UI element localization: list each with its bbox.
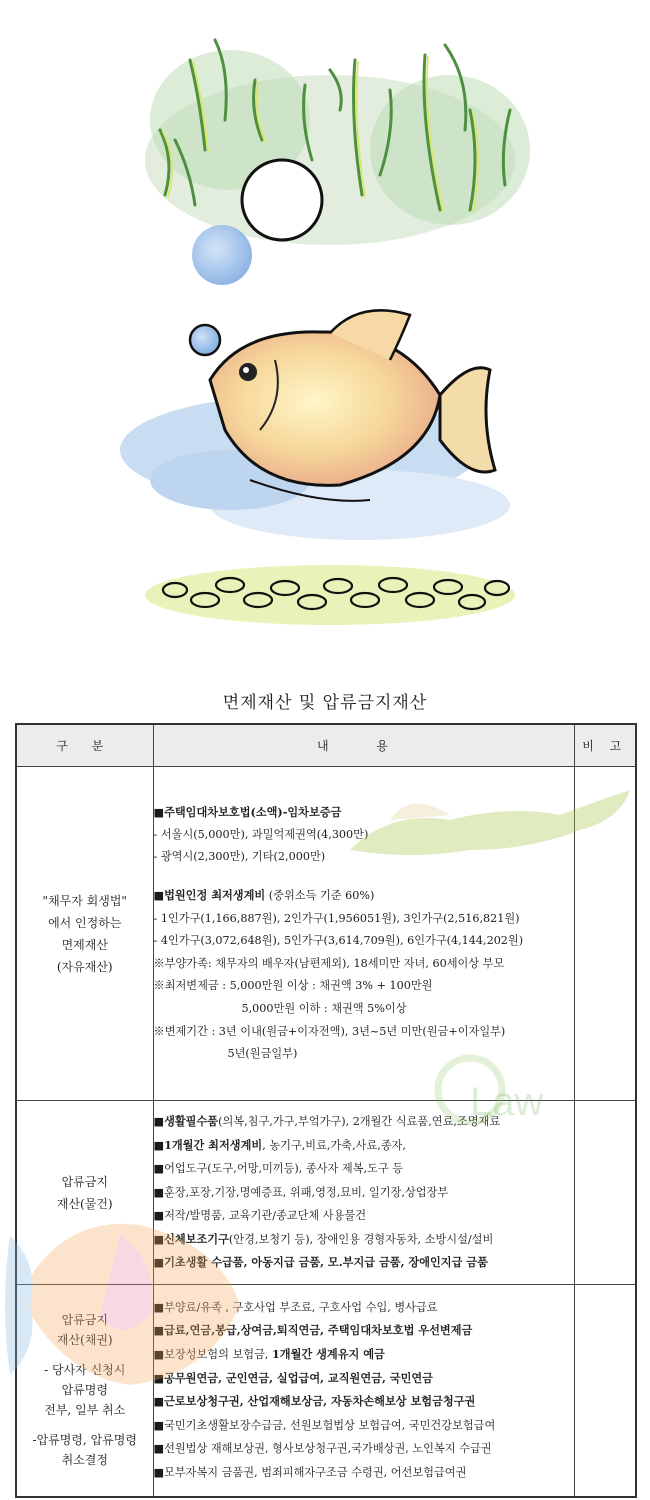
header-note: 비 고 <box>574 724 636 767</box>
content-line: ■주택임대차보호법(소액)-임차보증금 <box>153 805 342 820</box>
category-line: 면제재산 <box>61 937 108 952</box>
content-line: - 광역시(2,300만), 기타(2,000만) <box>153 850 326 864</box>
content-bold: ■근로보상청구권, 산업재해보상금, 자동차손해보상 보험금청구권 <box>153 1394 476 1409</box>
content-text: (중위소득 기준 60%) <box>265 889 375 903</box>
page-title: 면제재산 및 압류금지재산 <box>222 693 428 713</box>
content-text: (의복,침구,가구,부엌가구), 2개월간 식료품,연료,조명재료 <box>218 1114 501 1128</box>
content-text: ■훈장,포장,기장,명예증표, 위패,영정,묘비, 일기장,상업장부 <box>153 1185 449 1199</box>
content-line: - 1인가구(1,166,887원), 2인가구(1,956051원), 3인가구(2,516,821원) <box>153 911 520 925</box>
content-bold: ■신체보조기구 <box>153 1231 229 1246</box>
content-line <box>154 1437 574 1461</box>
content-bold: ■1개월간 최저생계비 <box>153 1137 263 1152</box>
content-line: 5,000만원 이하 : 채권액 5%이상 <box>241 1001 407 1015</box>
row-category <box>16 1285 153 1497</box>
content-line <box>154 1228 574 1252</box>
row-category <box>16 1101 153 1285</box>
table-header-row <box>16 724 636 767</box>
fish-illustration <box>0 0 650 650</box>
content-text: ■선원법상 재해보상권, 형사보상청구권,국가배상권, 노인복지 수급권 <box>153 1442 492 1456</box>
content-bold: ■급료,연금,봉급,상여금,퇴직연금, 주택임대차보호법 우선변제금 <box>153 1323 473 1338</box>
content-line <box>154 1204 574 1228</box>
row-category <box>16 767 153 1101</box>
content-line <box>154 1319 574 1343</box>
row-note <box>574 767 636 1101</box>
header-category: 구 분 <box>16 724 153 767</box>
content-line <box>154 1251 574 1275</box>
content-bold: ■법원인정 최저생계비 <box>153 888 266 903</box>
category-line <box>17 1350 153 1360</box>
category-line: 에서 인정하는 <box>48 915 122 930</box>
content-line <box>154 1414 574 1438</box>
row-content <box>153 1101 574 1285</box>
content-line <box>154 884 574 908</box>
category-line: "채무자 회생법" <box>42 893 127 908</box>
seaweed <box>145 40 530 245</box>
category-line: 취소결정 <box>61 1453 108 1468</box>
content-line <box>154 1110 574 1134</box>
content-text: ■어업도구(도구,어망,미끼등), 종사자 제복,도구 등 <box>153 1162 404 1176</box>
category-line: -압류명령, 압류명령 <box>32 1433 137 1448</box>
content-line <box>154 1461 574 1485</box>
content-text: ■모부자복지 금품권, 범죄피해자구조금 수령권, 어선보험급여권 <box>153 1466 467 1480</box>
content-bold: ■생활필수품 <box>153 1113 219 1128</box>
row-note <box>574 1285 636 1497</box>
content-line <box>154 1367 574 1391</box>
content-line: ※최저변제금 : 5,000만원 이상 : 채권액 3% + 100만원 <box>153 979 433 993</box>
content-line <box>154 1181 574 1205</box>
content-line: - 서울시(5,000만), 과밀억제권역(4,300만) <box>153 827 369 841</box>
content-line: - 4인가구(3,072,648원), 5인가구(3,614,709원), 6인가구(4,144,202원) <box>153 934 524 948</box>
content-text: ■부양료/유족 , 구호사업 부조료, 구호사업 수입, 병사급료 <box>153 1300 438 1314</box>
category-line <box>17 1420 153 1430</box>
header-content: 내 용 <box>153 724 574 767</box>
pebbles <box>145 565 515 625</box>
content-text: ■저작/발명품, 교육기관/종교단체 사용물건 <box>153 1209 366 1223</box>
exempt-property-table <box>15 723 637 1498</box>
content-text: ■보장성보험의 보험금, <box>153 1348 273 1362</box>
category-line: (자유재산) <box>56 959 113 974</box>
category-line: - 당사자 신청시 <box>44 1363 126 1378</box>
category-line: 압류금지 <box>61 1174 108 1189</box>
content-line <box>154 1134 574 1158</box>
category-line: 재산(물건) <box>56 1196 113 1211</box>
row-content <box>153 767 574 1101</box>
content-text: (안경,보청기 등), 장애인용 경형자동차, 소방시설/설비 <box>228 1232 494 1246</box>
content-line: ※변제기간 : 3년 이내(원금+이자전액), 3년~5년 미만(원금+이자일부) <box>153 1024 506 1038</box>
table-row-exempt-property <box>16 767 636 1101</box>
content-text: , 농기구,비료,가축,사료,종자, <box>262 1138 406 1152</box>
content-line <box>154 1343 574 1367</box>
content-line <box>154 1390 574 1414</box>
content-line: 5년(원금일부) <box>227 1047 298 1061</box>
table-row-exempt-claims <box>16 1285 636 1497</box>
category-line: 재산(채권) <box>56 1333 113 1348</box>
law-watermark: Law <box>470 1080 544 1124</box>
category-line: 압류명령 <box>61 1383 108 1398</box>
content-line: ※부양가족: 채무자의 배우자(남편제외), 18세미만 자녀, 60세이상 부모 <box>153 956 505 970</box>
content-line <box>154 1157 574 1181</box>
category-line: 압류금지 <box>61 1313 108 1328</box>
content-line <box>154 1296 574 1320</box>
content-text: ■국민기초생활보장수급금, 선원보험법상 보험급여, 국민건강보험급여 <box>153 1418 496 1432</box>
table-row-exempt-goods <box>16 1101 636 1285</box>
category-line: 전부, 일부 취소 <box>44 1403 126 1418</box>
row-note <box>574 1101 636 1285</box>
row-content <box>153 1285 574 1497</box>
content-bold: ■기초생활 수급품, 아동지급 금품, 모.부지급 금품, 장애인지급 금품 <box>153 1255 488 1270</box>
content-bold: ■공무원연금, 군인연금, 실업급여, 교직원연금, 국민연금 <box>153 1370 433 1385</box>
content-bold: 1개월간 생계유지 예금 <box>272 1347 385 1362</box>
